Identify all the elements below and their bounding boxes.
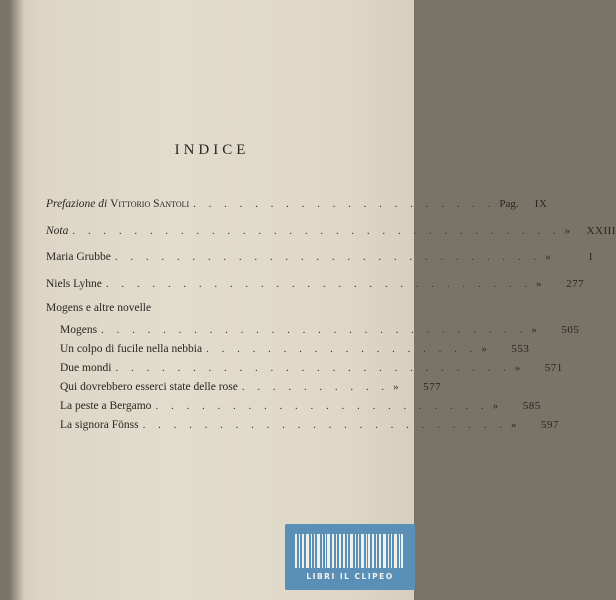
leader-dots: . . . . . . . . . . . . . . . . . . . . . . bbox=[155, 400, 489, 412]
leader-dots: . . . . . . . . . . . . . . . . . . . . . . . . . . . . bbox=[105, 278, 533, 290]
toc-subentry bbox=[60, 324, 580, 340]
sticker-label: LIBRI IL CLIPEO bbox=[306, 572, 394, 581]
page-number: I bbox=[588, 251, 594, 263]
toc-subentry bbox=[60, 343, 530, 359]
toc-entry-title: Un colpo di fucile nella nebbia bbox=[60, 343, 203, 355]
ditto-mark: » bbox=[545, 251, 551, 263]
page-title: INDICE bbox=[174, 142, 250, 158]
toc-entry-title: Mogens bbox=[60, 324, 98, 336]
page-number: 571 bbox=[544, 362, 563, 374]
leader-dots: . . . . . . . . . . . . . . . . . . bbox=[206, 343, 478, 355]
toc-entry-title: Nota bbox=[46, 225, 69, 237]
leader-dots: . . . . . . . . . . . . . . . . . . . . . . . . bbox=[142, 419, 507, 431]
leader-dots: . . . . . . . . . . bbox=[241, 381, 390, 393]
ditto-mark: » bbox=[481, 343, 487, 355]
toc-entry-prefazione bbox=[46, 198, 548, 214]
book-page bbox=[10, 0, 616, 600]
toc-entry-title: La signora Fönss bbox=[60, 419, 139, 431]
leader-dots: . . . . . . . . . . . . . . . . . . . . bbox=[193, 198, 496, 210]
ditto-mark: » bbox=[531, 324, 537, 336]
page-number: 597 bbox=[540, 419, 559, 431]
page-number: 505 bbox=[561, 324, 580, 336]
page-number: 277 bbox=[566, 278, 585, 290]
toc-entry-maria-grubbe bbox=[46, 251, 594, 267]
ditto-mark: » bbox=[536, 278, 542, 290]
toc-entry-nota bbox=[46, 225, 616, 241]
seller-sticker bbox=[285, 524, 415, 590]
ditto-mark: » bbox=[510, 419, 517, 431]
leader-dots: . . . . . . . . . . . . . . . . . . . . . . . . . . . . bbox=[101, 324, 528, 336]
toc-subentry bbox=[60, 419, 559, 435]
spine-shadow bbox=[10, 0, 24, 600]
toc-entry-title: Maria Grubbe bbox=[46, 251, 111, 263]
toc-entry-title: La peste a Bergamo bbox=[60, 400, 152, 412]
barcode-graphic bbox=[295, 534, 405, 568]
page-number: 585 bbox=[522, 400, 541, 412]
toc-entry-title: Niels Lyhne bbox=[46, 278, 102, 290]
toc-subentry bbox=[60, 400, 541, 416]
page-number: 553 bbox=[511, 343, 530, 355]
leader-dots: . . . . . . . . . . . . . . . . . . . . . . . . . . . . . . . . bbox=[72, 225, 561, 237]
toc-entry-title: Qui dovrebbero esserci state delle rose bbox=[60, 381, 238, 393]
toc-entry-author: Vittorio Santoli bbox=[110, 198, 190, 210]
page-number: IX bbox=[534, 198, 548, 210]
page-number: 577 bbox=[423, 381, 442, 393]
page-number: XXIII bbox=[586, 225, 616, 237]
toc-entry-prefix: Prefazione di bbox=[46, 198, 111, 210]
section-heading: Mogens e altre novelle bbox=[46, 302, 152, 314]
leader-dots: . . . . . . . . . . . . . . . . . . . . . . . . . . . . bbox=[114, 251, 542, 263]
toc-entry-title: Due mondi bbox=[60, 362, 112, 374]
ditto-mark: » bbox=[393, 381, 399, 393]
page-prefix: Pag. bbox=[499, 198, 519, 210]
ditto-mark: » bbox=[564, 225, 571, 237]
toc-subentry bbox=[60, 362, 563, 378]
leader-dots: . . . . . . . . . . . . . . . . . . . . . . . . . . bbox=[115, 362, 511, 374]
toc-subentry bbox=[60, 381, 442, 397]
toc-entry-niels-lyhne bbox=[46, 278, 585, 294]
ditto-mark: » bbox=[492, 400, 499, 412]
ditto-mark: » bbox=[514, 362, 521, 374]
